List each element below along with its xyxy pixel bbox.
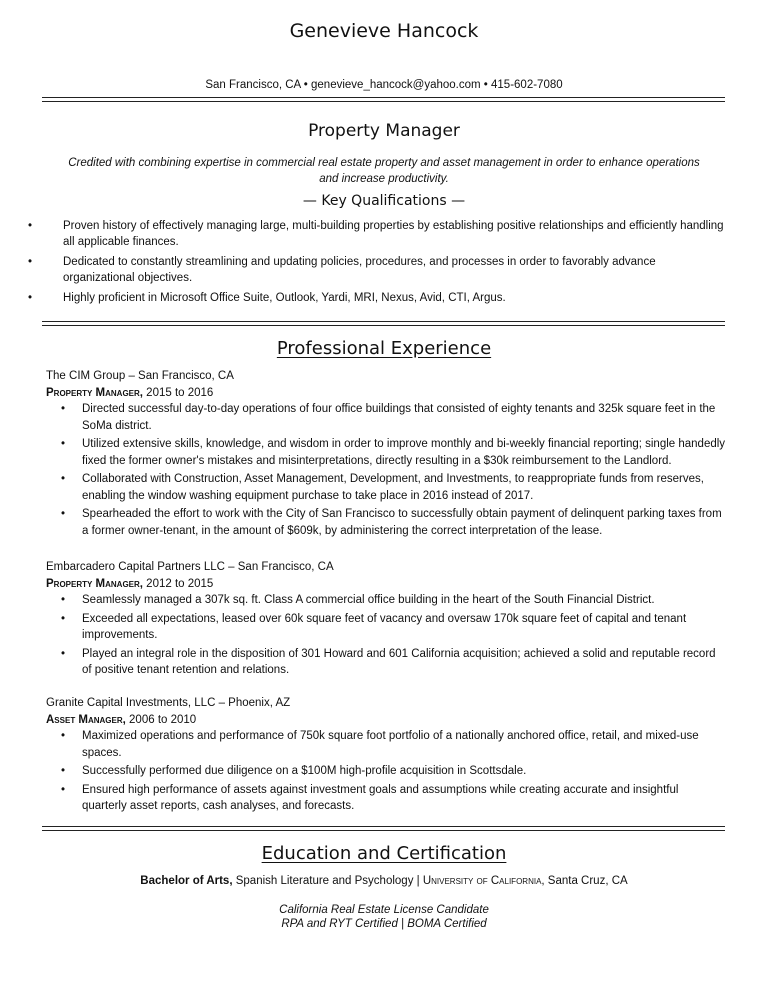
objective-title: Property Manager	[308, 121, 460, 141]
education-heading: Education and Certification	[261, 843, 507, 864]
bullet-icon: •	[61, 647, 66, 660]
job-bullet: • Successfully performed due diligence on a $100M high-profile acquisition in Scottsdale.	[46, 763, 726, 780]
degree: Bachelor of Arts,	[140, 875, 233, 887]
job-title: Property Manager, 2015 to 2016	[46, 386, 214, 399]
bullet-icon: •	[28, 220, 33, 232]
job-entry	[46, 368, 726, 541]
qualification-item: • Highly proficient in Microsoft Office Suite, Outlook, Yardi, MRI, Nexus, Avid, CTI, Argus.	[28, 291, 728, 307]
job-entry	[46, 695, 726, 817]
job-bullets	[46, 401, 726, 539]
job-bullet: • Exceeded all expectations, leased over 60k square feet of vacancy and oversaw 170k square feet of capital and tenant improvements.	[61, 612, 687, 641]
job-bullet: • Utilized extensive skills, knowledge, and wisdom in order to improve monthly and bi-weekly financial reporting; single handedly fixed the former owner's mistakes and misinterpretations, directly resulting in a $30k reimbursement to the Landlord.	[61, 438, 726, 467]
bullet-icon: •	[61, 783, 66, 796]
bullet-icon: •	[28, 292, 33, 304]
experience-heading: Professional Experience	[276, 338, 492, 359]
job-company: The CIM Group – San Francisco, CA	[46, 370, 234, 382]
job-entry	[46, 559, 726, 681]
job-bullet: • Ensured high performance of assets against investment goals and assumptions while creating accurate and insightful quarterly asset reports, cash analyses, and forecasts.	[61, 783, 679, 812]
university: University of California	[422, 875, 542, 887]
bullet-icon: •	[61, 438, 66, 450]
key-qualifications-list	[28, 219, 728, 312]
header-divider	[42, 97, 725, 102]
experience-divider	[42, 321, 725, 326]
bullet-icon: •	[61, 730, 66, 742]
degree-line	[0, 875, 768, 887]
degree-field: Spanish Literature and Psychology |	[232, 875, 423, 887]
job-bullet: • Spearheaded the effort to work with the City of San Francisco to successfully obtain payment of delinquent parking taxes from a former owner-tenant, in the amount of $609k, by administering the correct interpretation of the lease.	[61, 508, 722, 537]
job-bullet: • Played an integral role in the disposition of 301 Howard and 601 California acquisition; achieved a solid and reputable record of positive tenant retention and relations.	[61, 647, 716, 676]
job-bullets	[46, 592, 726, 679]
candidate-name: Genevieve Hancock	[289, 20, 479, 42]
job-bullet: • Maximized operations and performance of 750k square foot portfolio of a nationally anchored office, retail, and mixed-use spaces.	[61, 730, 699, 759]
bullet-icon: •	[61, 508, 66, 520]
bullet-icon: •	[61, 594, 66, 606]
job-bullets	[46, 728, 726, 815]
job-title: Asset Manager, 2006 to 2010	[46, 713, 197, 726]
bullet-icon: •	[28, 256, 33, 268]
job-title: Property Manager, 2012 to 2015	[46, 577, 214, 590]
qualification-item: • Dedicated to constantly streamlining and updating policies, procedures, and processes in order to favorably advance organizational objectives.	[28, 256, 656, 284]
job-bullet: • Collaborated with Construction, Asset Management, Development, and Investments, to reappropriate funds from reserves, enabling the window washing equipment purchase to take place in 2016 instead of 2017.	[61, 473, 704, 502]
certification-line: California Real Estate License Candidate	[279, 904, 489, 916]
bullet-icon: •	[61, 403, 66, 415]
job-bullet: • Directed successful day-to-day operations of four office buildings that consisted of eighty tenants and 325k square feet in the SoMa district.	[61, 403, 716, 432]
qualification-item: • Proven history of effectively managing large, multi-building properties by establishing positive relationships and efficiently handling all applicable finances.	[28, 220, 724, 248]
bullet-icon: •	[61, 473, 66, 485]
bullet-icon: •	[61, 612, 66, 625]
job-company: Embarcadero Capital Partners LLC – San Francisco, CA	[46, 561, 334, 573]
bullet-icon: •	[61, 765, 66, 777]
certification-line: RPA and RYT Certified | BOMA Certified	[281, 918, 487, 930]
university-location: , Santa Cruz, CA	[541, 875, 628, 887]
objective-summary: Credited with combining expertise in commercial real estate property and asset management in order to enhance operations and increase productivity.	[68, 157, 700, 185]
key-qualifications-heading: — Key Qualifications —	[302, 193, 466, 209]
contact-line: San Francisco, CA • genevieve_hancock@yahoo.com • 415-602-7080	[205, 79, 563, 91]
job-company: Granite Capital Investments, LLC – Phoenix, AZ	[46, 697, 291, 709]
education-divider	[42, 826, 725, 831]
job-bullet: • Seamlessly managed a 307k sq. ft. Class A commercial office building in the heart of the South Financial District.	[46, 592, 726, 609]
